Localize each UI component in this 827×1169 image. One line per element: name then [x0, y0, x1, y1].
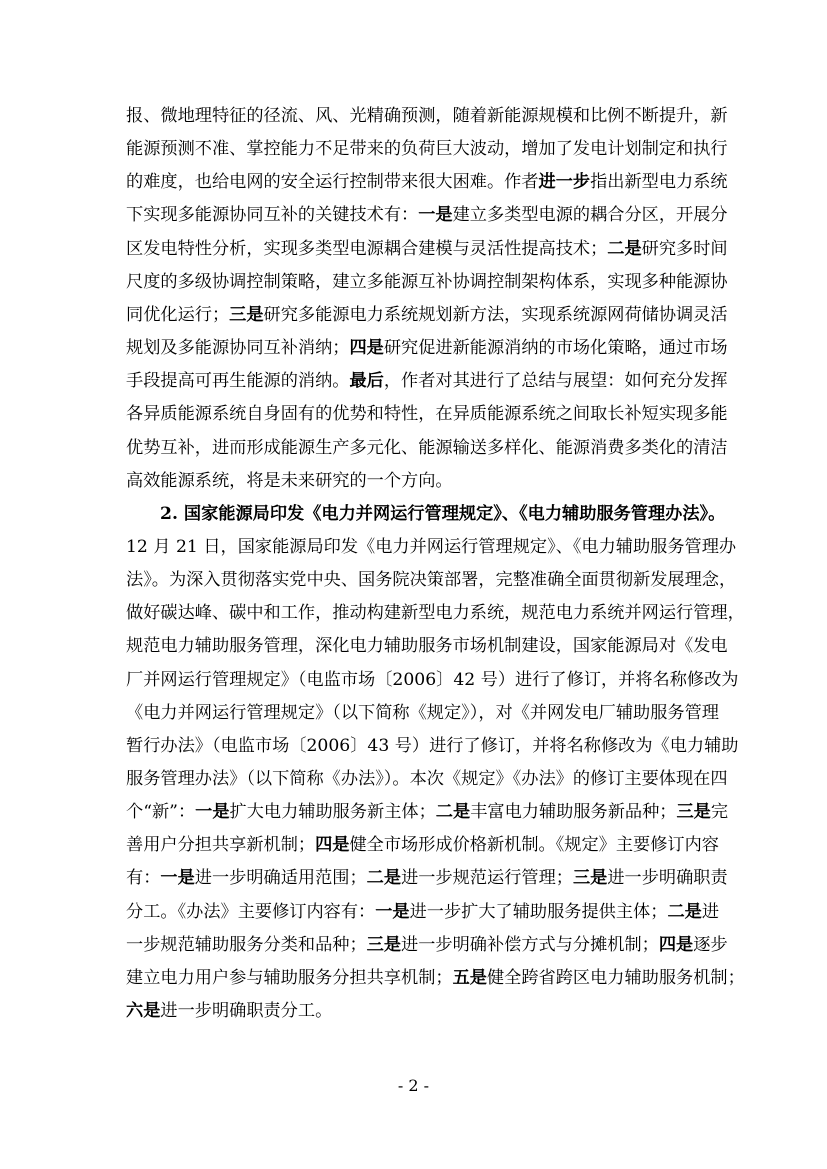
text-line — [126, 199, 728, 231]
bold-text: 五是 — [452, 967, 487, 988]
bold-text: 进一步 — [538, 172, 591, 193]
text-line — [126, 332, 728, 364]
text-run: 能源预测不准、掌控能力不足带来的负荷巨大波动，增加了发电计划制定和执行 — [126, 139, 728, 160]
text-run: 健全市场形成价格新机制。《规定》主要修订内容 — [349, 835, 719, 856]
text-line — [126, 995, 704, 1027]
text-run: 指出新型电力系统 — [590, 172, 728, 193]
text-line — [126, 630, 728, 662]
text-run: ，作者对其进行了总结与展望：如何充分发挥 — [383, 371, 728, 392]
text-run: 进 — [701, 901, 720, 922]
text-run: 规范电力辅助服务管理，深化电力辅助服务市场机制建设，国家能源局对《发电 — [126, 636, 728, 657]
text-run: 区发电特性分析，实现多类型电源耦合建模与灵活性提高技术； — [126, 238, 608, 259]
bold-text: 三是 — [229, 304, 264, 325]
bold-text: 四是 — [658, 934, 694, 955]
text-run: 12 月 21 日，国家能源局印发《电力并网运行管理规定》、《电力辅助服务管理办 — [126, 536, 737, 557]
text-line — [126, 597, 745, 629]
text-run: 进一步规范运行管理； — [401, 868, 573, 889]
text-run: 手段提高可再生能源的消纳。 — [126, 371, 350, 392]
bold-text: 一是 — [160, 868, 195, 889]
text-run: 报、微地理特征的径流、风、光精确预测，随着新能源规模和比例不断提升，新 — [126, 106, 728, 126]
text-run: 法》。为深入贯彻落实党中央、国务院决策部署，完整准确全面贯彻新发展理念， — [126, 570, 737, 591]
text-run: 服务管理办法》（以下简称《办法》）。本次《规定》《办法》的修订主要体现在四 — [126, 769, 728, 789]
text-line — [126, 266, 728, 298]
text-line — [126, 564, 737, 596]
bold-text: 二是 — [366, 868, 402, 889]
text-run: 规划及多能源协同互补消纳； — [126, 338, 350, 359]
bold-text: 一是 — [375, 901, 410, 922]
bold-text: 二是 — [667, 901, 702, 922]
text-run: 逐步 — [693, 934, 728, 955]
text-run: 进一步明确职责 — [607, 868, 728, 889]
text-line — [126, 166, 728, 198]
text-line — [126, 862, 728, 894]
bold-text: 2. 国家能源局印发《电力并网运行管理规定》、《电力辅助服务管理办法》。 — [160, 503, 726, 524]
page-number: - 2 - — [397, 1076, 430, 1095]
text-run: 暂行办法》（电监市场〔2006〕43 号）进行了修订，并将名称修改为《电力辅助 — [126, 735, 739, 756]
text-run: 进一步明确职责分工。 — [160, 1001, 333, 1022]
bold-text: 二是 — [607, 238, 642, 259]
text-run: 各异质能源系统自身固有的优势和特性，在异质能源系统之间取长补短实现多能 — [126, 404, 728, 425]
text-run: 建立电力用户参与辅助服务分担共享机制； — [126, 967, 453, 988]
text-run: 尺度的多级协调控制策略，建立多能源互补协调控制架构体系，实现多种能源协 — [126, 271, 728, 292]
text-line — [160, 498, 726, 530]
bold-text: 三是 — [572, 868, 608, 889]
text-line — [126, 829, 719, 861]
text-run: 厂并网运行管理规定》（电监市场〔2006〕42 号）进行了修订，并将名称修改为 — [126, 669, 739, 690]
text-run: 进一步扩大了辅助服务提供主体； — [409, 901, 668, 922]
text-line — [126, 730, 739, 762]
text-line — [126, 796, 729, 828]
text-line — [126, 432, 728, 464]
text-line — [126, 100, 728, 132]
bold-text: 六是 — [126, 1001, 161, 1022]
text-run: 一步规范辅助服务分类和品种； — [126, 934, 367, 955]
text-run: 扩大电力辅助服务新主体； — [229, 802, 436, 823]
text-line — [126, 531, 737, 563]
text-line — [126, 697, 719, 729]
bold-text: 二是 — [435, 802, 471, 823]
text-line — [126, 299, 728, 331]
text-line — [126, 896, 720, 928]
text-run: 有： — [126, 868, 161, 889]
text-run: 善用户分担共享新机制； — [126, 835, 316, 856]
text-run: 高效能源系统，将是未来研究的一个方向。 — [126, 470, 453, 491]
text-run: 进一步明确适用范围； — [194, 868, 367, 889]
bold-text: 四是 — [315, 835, 350, 856]
bold-text: 一是 — [195, 802, 230, 823]
bold-text: 一是 — [418, 205, 453, 226]
text-run: 研究多时间 — [641, 238, 728, 259]
text-line — [126, 133, 728, 165]
bold-text: 三是 — [676, 802, 711, 823]
text-run: 下实现多能源协同互补的关键技术有： — [126, 205, 419, 226]
text-line — [126, 365, 728, 397]
text-line — [126, 664, 739, 696]
text-run: 研究多能源电力系统规划新方法，实现系统源网荷储协调灵活 — [263, 304, 728, 325]
text-run: 研究促进新能源消纳的市场化策略，通过市场 — [383, 338, 728, 359]
text-run: 的难度，也给电网的安全运行控制带来很大困难。作者 — [126, 172, 539, 193]
text-run: 丰富电力辅助服务新品种； — [470, 802, 677, 823]
text-run: 同优化运行； — [126, 304, 230, 325]
text-line — [126, 962, 745, 994]
bold-text: 四是 — [349, 338, 384, 359]
text-line — [126, 465, 704, 497]
text-run: 个“新”： — [126, 802, 196, 823]
text-run: 做好碳达峰、碳中和工作，推动构建新型电力系统，规范电力系统并网运行管理， — [126, 603, 745, 624]
bold-text: 最后 — [349, 371, 384, 392]
text-run: 健全跨省跨区电力辅助服务机制； — [486, 967, 745, 988]
text-line — [126, 398, 728, 430]
text-run: 优势互补，进而形成能源生产多元化、能源输送多样化、能源消费多类化的清洁 — [126, 437, 728, 458]
text-run: 《电力并网运行管理规定》（以下简称《规定》），对《并网发电厂辅助服务管理 — [126, 702, 719, 723]
text-run: 完 — [710, 802, 729, 823]
text-run: 分工。《办法》主要修订内容有： — [126, 901, 376, 922]
bold-text: 三是 — [366, 934, 402, 955]
text-run: 建立多类型电源的耦合分区，开展分 — [452, 205, 728, 226]
text-run: 进一步明确补偿方式与分摊机制； — [401, 934, 659, 955]
text-line — [126, 233, 728, 265]
text-line — [126, 763, 728, 795]
text-line — [126, 929, 728, 961]
